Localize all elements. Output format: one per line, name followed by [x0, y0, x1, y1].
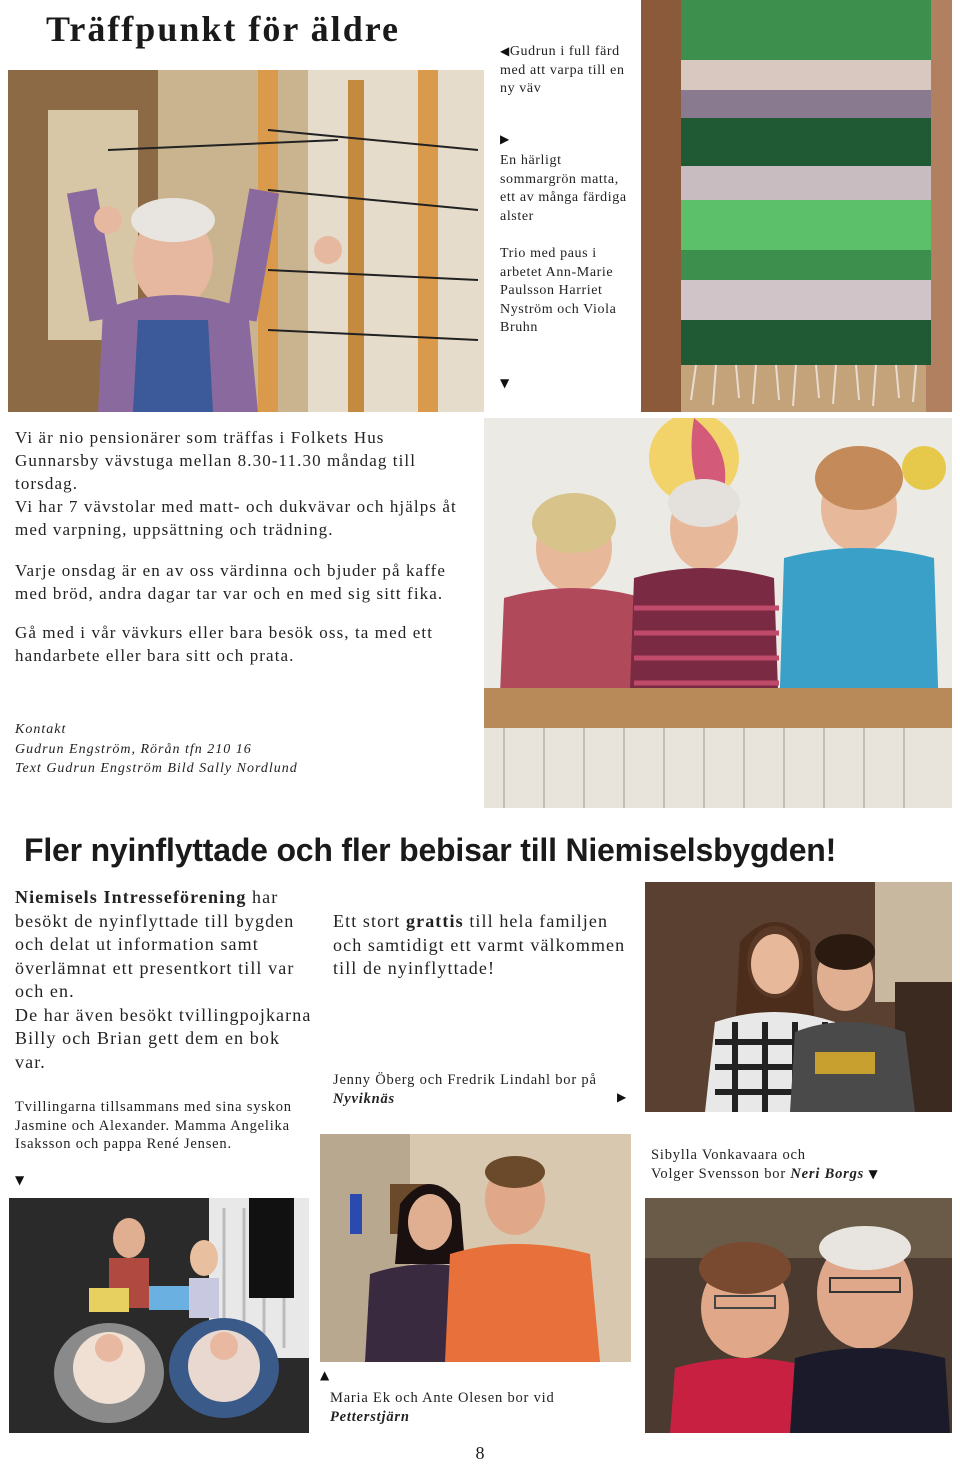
article2-intro: [15, 886, 315, 1074]
photo-green-rug: [641, 0, 952, 412]
article1-paragraph: Varje onsdag är en av oss värdinna och bjuder på kaffe med bröd, andra dagar tar var och en med sig sitt fika.: [15, 561, 447, 603]
article1-title: Träffpunkt för äldre: [46, 9, 401, 49]
photo-trio-loom: [484, 418, 952, 808]
photo-jenny-fredrik: [645, 882, 952, 1112]
photo-twins-family: [9, 1198, 309, 1433]
caption-rug: En härligt sommargrön matta, ett av många färdiga alster: [500, 153, 627, 224]
triangle-down-icon: ▼: [500, 376, 510, 390]
triangle-down-icon: ▼: [15, 1173, 25, 1187]
photo-sibylla-volger: [645, 1198, 952, 1433]
congrats-pre: Ett stort: [333, 911, 401, 931]
caption-sibylla: Sibylla Vonkavaara och Volger Svensson bor Neri Borgs ▼: [651, 1147, 879, 1182]
article2-congrats: [333, 910, 628, 981]
triangle-right-icon: ▶: [500, 132, 510, 146]
congrats-bold: grattis: [406, 911, 464, 931]
triangle-up-icon: ▲: [320, 1368, 330, 1382]
photo-gudrun-warping: [8, 70, 484, 412]
triangle-right-icon: ▶: [617, 1090, 627, 1104]
photo-maria-ante: [320, 1134, 631, 1362]
caption-gudrun: ◀Gudrun i full färd med att varpa till en ny väv: [500, 44, 625, 96]
contact-label: Kontakt: [15, 722, 67, 737]
article1-body: [15, 426, 470, 667]
article1-paragraph: Gå med i vår vävkurs eller bara besök oss, ta med ett handarbete eller bara sitt och prata.: [15, 623, 434, 665]
intro-rest: har besökt de nyinflyttade till bygden och delat ut information samt överlämnat ett presentkort till var och en.: [15, 887, 295, 1001]
triangle-down-icon: ▼: [868, 1166, 879, 1181]
intro-bold: Niemisels Intresseförening: [15, 887, 247, 907]
article1-contact: [15, 720, 475, 779]
article1-paragraph: Vi har 7 vävstolar med matt- och dukvävar och hjälps åt med varpning, uppsättning och trädning.: [15, 497, 457, 539]
twins-text: De har även besökt tvillingpojkarna Billy och Brian gett dem en bok var.: [15, 1004, 312, 1072]
caption-twins: Tvillingarna tillsammans med sina syskon Jasmine och Alexander. Mamma Angelika Isaksson och pappa René Jensen.: [15, 1099, 292, 1152]
page-number: 8: [475, 1443, 485, 1463]
article2-title: Fler nyinflyttade och fler bebisar till Niemiselsbygden!: [24, 832, 837, 868]
article1-paragraph: Vi är nio pensionärer som träffas i Folkets Hus Gunnarsby vävstuga mellan 8.30-11.30 måndag till torsdag.: [15, 428, 417, 493]
triangle-left-icon: ◀: [500, 44, 510, 58]
credit-line: Text Gudrun Engström Bild Sally Nordlund: [15, 761, 298, 776]
caption-jenny: Jenny Öberg och Fredrik Lindahl bor på Nyviknäs: [333, 1072, 597, 1107]
caption-trio: Trio med paus i arbetet Ann-Marie Paulsson Harriet Nyström och Viola Bruhn: [500, 246, 617, 335]
contact-line: Gudrun Engström, Rörån tfn 210 16: [15, 741, 252, 757]
caption-maria: Maria Ek och Ante Olesen bor vid Petterstjärn: [330, 1390, 555, 1425]
congrats-post: till hela familjen och samtidigt ett varmt välkommen till de nyinflyttade!: [333, 911, 626, 978]
